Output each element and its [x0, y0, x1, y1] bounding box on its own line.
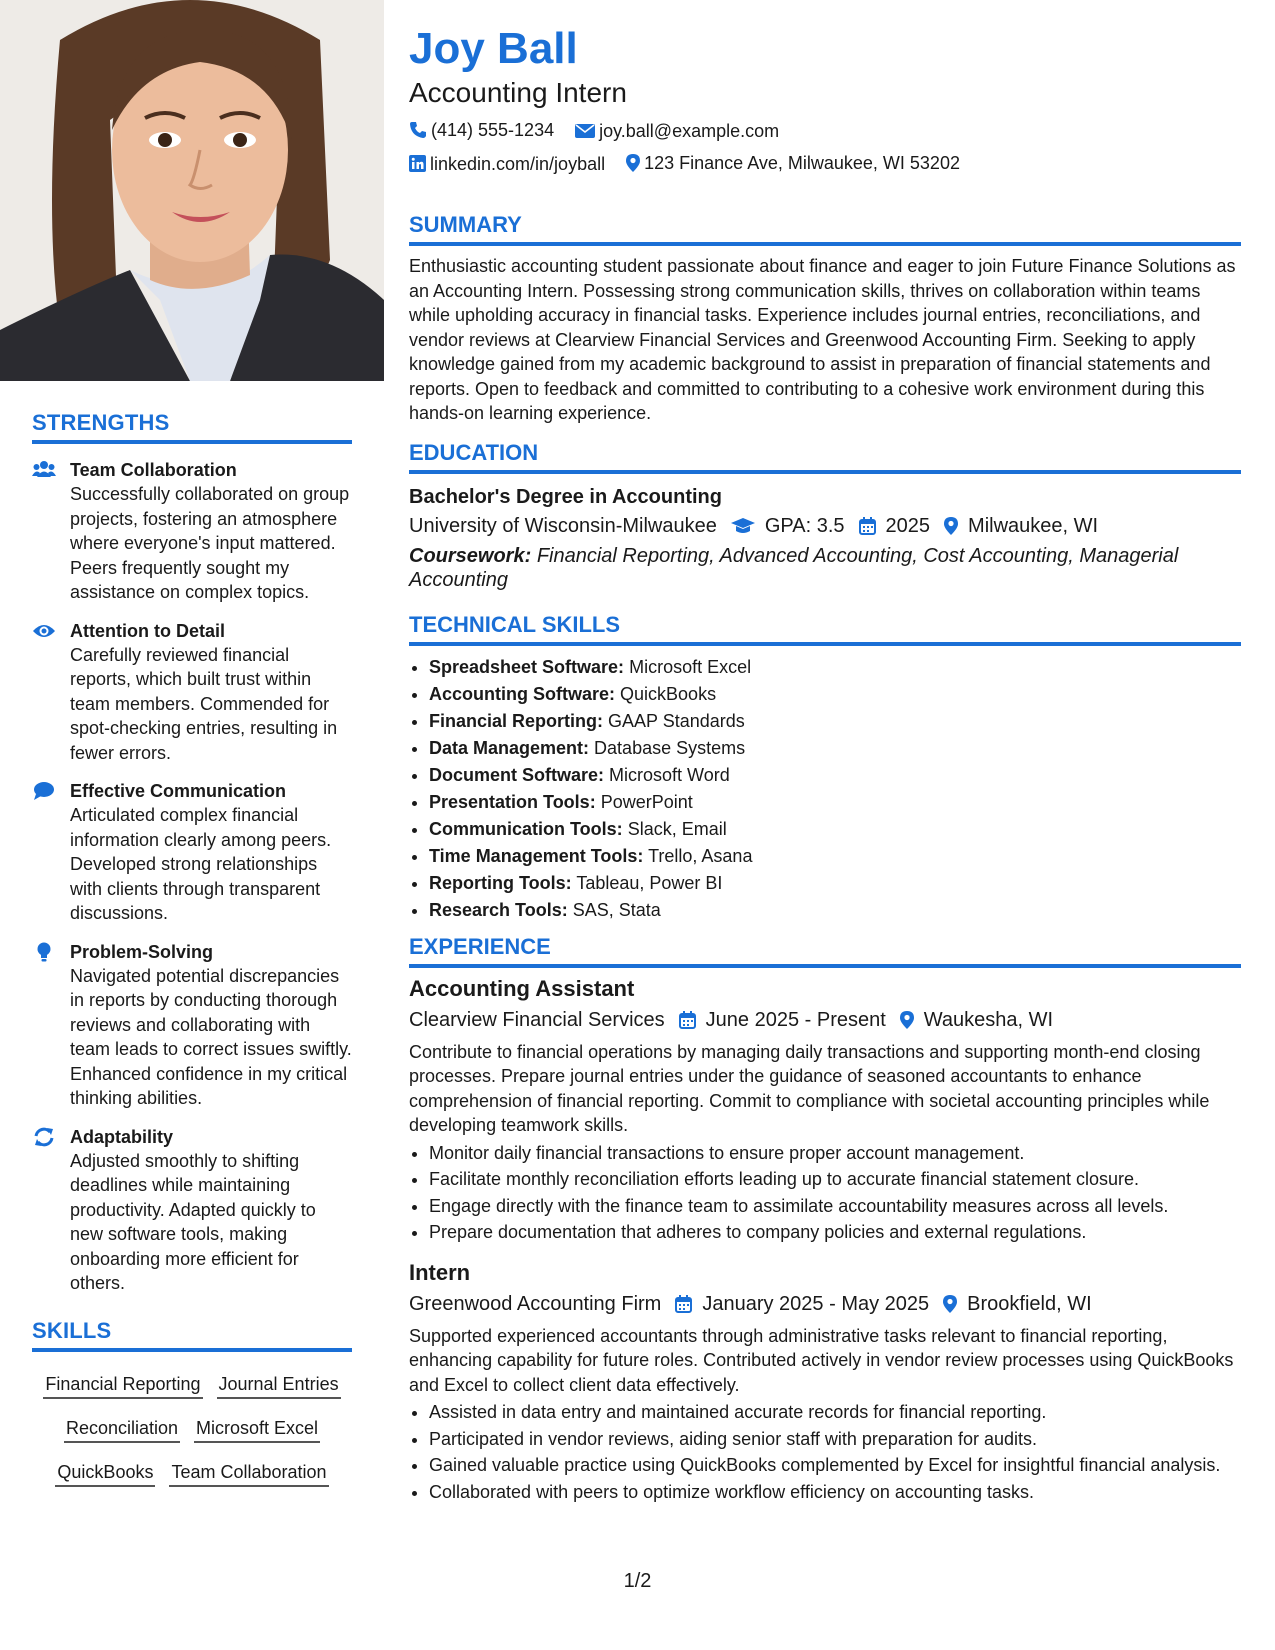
skill-tag: QuickBooks — [55, 1459, 155, 1487]
company-name: Clearview Financial Services — [409, 1008, 665, 1031]
skills-heading: SKILLS — [32, 1318, 352, 1352]
address-contact — [626, 151, 960, 175]
main-content — [409, 22, 1241, 1505]
strength-description: Articulated complex financial information clearly among peers. Developed strong relationships with clients through transparent discussions. — [70, 805, 332, 923]
technical-skill-item — [429, 843, 1241, 870]
dates-text: January 2025 - May 2025 — [702, 1292, 930, 1315]
location-item — [944, 510, 1098, 542]
map-pin-icon — [944, 517, 958, 535]
gpa-item — [731, 510, 845, 542]
eye-icon — [32, 621, 56, 641]
strength-item — [32, 779, 352, 926]
skill-value: Trello, Asana — [648, 845, 753, 866]
strength-item — [32, 619, 352, 766]
lightbulb-icon — [32, 942, 56, 962]
dates-item — [675, 1288, 929, 1320]
location-item — [943, 1288, 1091, 1320]
strength-title: Problem-Solving — [70, 941, 214, 962]
skill-tag: Financial Reporting — [43, 1371, 202, 1399]
technical-skill-item — [429, 762, 1241, 789]
email-contact[interactable] — [575, 119, 779, 143]
location-item — [900, 1004, 1053, 1036]
left-sidebar — [0, 0, 384, 1650]
profile-photo — [0, 0, 384, 381]
map-pin-icon — [943, 1295, 957, 1313]
skill-value: Tableau, Power BI — [576, 872, 723, 893]
coursework-text: Financial Reporting, Advanced Accounting, Cost Accounting, Managerial Accounting — [409, 544, 1179, 591]
strength-item — [32, 940, 352, 1111]
technical-skill-item — [429, 789, 1241, 816]
skill-tag: Journal Entries — [217, 1371, 341, 1399]
skill-value: SAS, Stata — [572, 899, 661, 920]
skill-label: Time Management Tools: — [429, 845, 644, 866]
job-entry — [409, 1258, 1241, 1506]
calendar-icon — [859, 517, 876, 535]
skill-value: Microsoft Word — [609, 764, 730, 785]
graduation-cap-icon — [731, 517, 755, 535]
technical-skill-item — [429, 816, 1241, 843]
job-bullet: • Prepare documentation that adheres to company policies and external regulations. — [429, 1219, 1241, 1246]
phone-text: (414) 555-1234 — [431, 120, 555, 140]
job-summary: Contribute to financial operations by managing daily transactions and supporting month-end closing processes. Prepare journal entries under the guidance of seasoned accountants to enhance comprehension of financial reporting. Commit to compliance with societal accounting principles while developing teamwork skills. — [409, 1041, 1210, 1135]
skill-label: Spreadsheet Software: — [429, 656, 625, 677]
skill-value: PowerPoint — [600, 791, 693, 812]
strengths-heading: STRENGTHS — [32, 410, 352, 444]
page-indicator: 1/2 — [623, 1570, 652, 1592]
linkedin-icon — [409, 155, 426, 172]
job-title: Accounting Assistant — [409, 975, 635, 1001]
skill-value: Database Systems — [594, 737, 746, 758]
education-meta — [409, 510, 1241, 542]
year-text: 2025 — [885, 514, 931, 537]
school-name: University of Wisconsin-Milwaukee — [409, 514, 717, 537]
job-bullet: • Collaborated with peers to optimize workflow efficiency on accounting tasks. — [429, 1479, 1241, 1506]
technical-skill-item — [429, 735, 1241, 762]
job-meta — [409, 1288, 1241, 1320]
job-bullets — [409, 1399, 1241, 1505]
skill-label: Communication Tools: — [429, 818, 623, 839]
technical-skills-list — [409, 654, 1241, 924]
technical-skill-item — [429, 897, 1241, 924]
skill-tag: Reconciliation — [64, 1415, 180, 1443]
phone-contact[interactable] — [409, 118, 554, 142]
location-text: Brookfield, WI — [967, 1292, 1092, 1315]
profile-photo-illustration — [0, 0, 384, 381]
gpa-text: GPA: 3.5 — [764, 514, 845, 537]
skill-value: Microsoft Excel — [629, 656, 752, 677]
sync-icon — [32, 1127, 56, 1147]
strength-description: Successfully collaborated on group projects, fostering an atmosphere where everyone's input mattered. Peers frequently sought my assistance on complex topics. — [70, 484, 350, 602]
calendar-icon — [675, 1295, 692, 1313]
skill-label: Reporting Tools: — [429, 872, 572, 893]
coursework-label: Coursework: — [409, 544, 532, 567]
skill-label: Presentation Tools: — [429, 791, 596, 812]
education-heading: EDUCATION — [409, 440, 1241, 474]
job-bullet: • Monitor daily financial transactions to ensure proper account management. — [429, 1140, 1241, 1167]
skills-list — [32, 1364, 352, 1496]
strength-description: Navigated potential discrepancies in reports by conducting thorough reviews and collaborating with team leads to correct issues swiftly. Enhanced confidence in my critical thinking abilities. — [70, 965, 352, 1108]
year-item — [859, 510, 931, 542]
skill-label: Financial Reporting: — [429, 710, 604, 731]
job-bullet: • Facilitate monthly reconciliation efforts leading up to accurate financial statement closure. — [429, 1166, 1241, 1193]
email-text: joy.ball@example.com — [599, 121, 780, 141]
job-bullets — [409, 1140, 1241, 1246]
location-text: Milwaukee, WI — [968, 514, 1099, 537]
map-pin-icon — [900, 1011, 914, 1029]
contact-row-2 — [409, 151, 1241, 178]
strength-description: Carefully reviewed financial reports, which built trust within team members. Commended for spot-checking entries, resulting in fewer errors. — [70, 644, 338, 763]
education-section — [409, 440, 1241, 592]
technical-skill-item — [429, 681, 1241, 708]
calendar-icon — [679, 1011, 696, 1029]
summary-section — [409, 212, 1241, 426]
dates-text: June 2025 - Present — [705, 1008, 886, 1031]
skill-value: GAAP Standards — [608, 710, 745, 731]
strength-description: Adjusted smoothly to shifting deadlines while maintaining productivity. Adapted quickly to new software tools, making onboarding more efficient for others. — [70, 1150, 316, 1293]
map-pin-icon — [626, 154, 640, 172]
envelope-icon — [575, 123, 595, 139]
strength-title: Team Collaboration — [70, 460, 237, 480]
strength-title: Effective Communication — [70, 781, 287, 801]
skill-label: Data Management: — [429, 737, 590, 758]
strength-title: Attention to Detail — [70, 620, 225, 641]
strength-item — [32, 458, 352, 605]
technical-skill-item — [429, 870, 1241, 897]
technical-skills-heading: TECHNICAL SKILLS — [409, 612, 1241, 646]
skill-value: Slack, Email — [627, 818, 727, 839]
technical-skill-item — [429, 654, 1241, 681]
address-text: 123 Finance Ave, Milwaukee, WI 53202 — [644, 153, 960, 173]
strength-title: Adaptability — [70, 1126, 174, 1147]
candidate-role: Accounting Intern — [409, 77, 627, 108]
experience-heading: EXPERIENCE — [409, 934, 1241, 968]
job-meta — [409, 1004, 1241, 1036]
strength-item — [32, 1125, 352, 1296]
chat-bubble-icon — [32, 781, 56, 801]
technical-skills-section — [409, 612, 1241, 924]
experience-section — [409, 934, 1241, 1506]
skill-tag: Team Collaboration — [169, 1459, 328, 1487]
job-bullet: • Participated in vendor reviews, aiding senior staff with preparation for audits. — [429, 1426, 1241, 1453]
users-icon — [32, 460, 56, 480]
job-bullet: • Engage directly with the finance team to assimilate accountability measures across all levels. — [429, 1193, 1241, 1220]
candidate-name: Joy Ball — [409, 24, 578, 73]
job-title: Intern — [409, 1259, 471, 1285]
linkedin-contact[interactable] — [409, 152, 605, 176]
location-text: Waukesha, WI — [923, 1008, 1054, 1031]
skill-label: Document Software: — [429, 764, 605, 785]
skill-tag: Microsoft Excel — [194, 1415, 320, 1443]
summary-text: Enthusiastic accounting student passionate about finance and eager to join Future Finance Solutions as an Accounting Intern. Possessing strong communication skills, thrives on collaboration within teams while upholding accuracy in financial tasks. Experience includes journal entries, reconciliations, and vendor reviews at Clearview Financial Services and Greenwood Accounting Firm. Seeking to apply knowledge gained from my academic background to assist in preparation of financial statements and reports. Open to feedback and committed to contributing to a cohesive work environment during this hands-on learning experience. — [409, 256, 1236, 423]
phone-icon — [409, 121, 427, 139]
dates-item — [679, 1004, 886, 1036]
technical-skill-item — [429, 708, 1241, 735]
skill-value: QuickBooks — [620, 683, 717, 704]
job-bullet: • Assisted in data entry and maintained accurate records for financial reporting. — [429, 1399, 1241, 1426]
linkedin-text: linkedin.com/in/joyball — [430, 153, 606, 174]
contact-row-1 — [409, 118, 1241, 145]
job-summary: Supported experienced accountants through administrative tasks relevant to financial reporting, enhancing capability for future roles. Contributed actively in vendor review processes using QuickBooks and Excel to collect client data effectively. — [409, 1325, 1234, 1395]
degree-title: Bachelor's Degree in Accounting — [409, 485, 722, 508]
coursework — [409, 544, 1241, 592]
skill-label: Accounting Software: — [429, 683, 616, 704]
job-bullet: • Gained valuable practice using QuickBooks complemented by Excel for insightful financial analysis. — [429, 1452, 1241, 1479]
skill-label: Research Tools: — [429, 899, 568, 920]
job-entry — [409, 974, 1241, 1246]
summary-heading: SUMMARY — [409, 212, 1241, 246]
company-name: Greenwood Accounting Firm — [409, 1292, 662, 1315]
